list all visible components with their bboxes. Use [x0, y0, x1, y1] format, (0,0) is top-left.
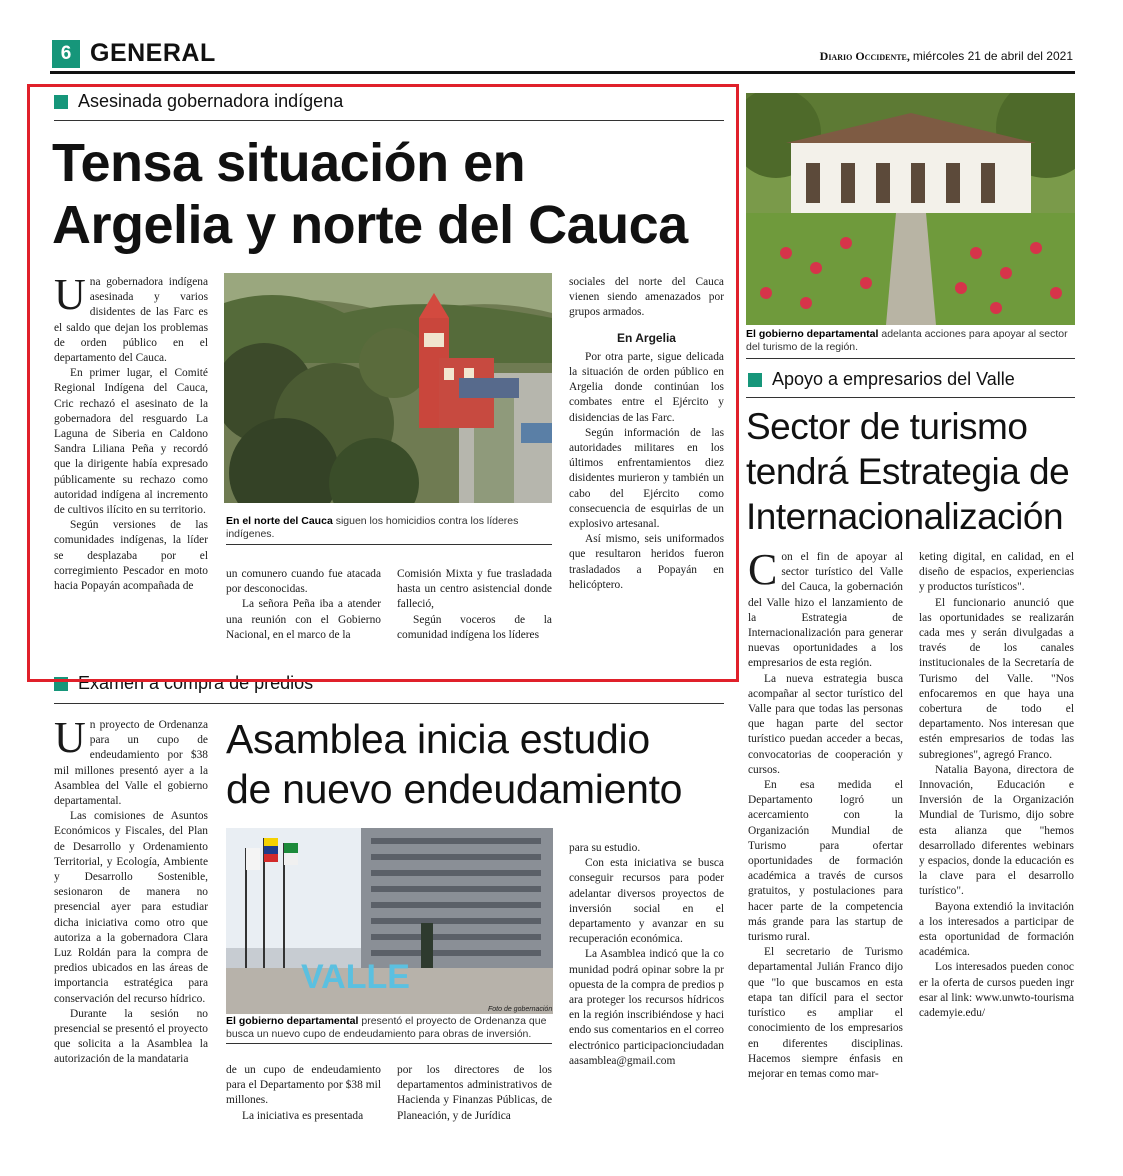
- story1-dropcap: U: [54, 270, 86, 319]
- story3-col1-p4: El secretario de Turismo departamental Julián Franco dijo que "lo que buscamos en esta etapa tan difícil para el sector turístico es ampliar el conocimiento de los empresarios en diferentes disciplinas. Hacemos siempre énfasis en mejorar en temas como mar-: [748, 946, 903, 1080]
- section-title: GENERAL: [90, 39, 216, 67]
- story2-col2: [226, 1063, 381, 1124]
- story3-headline: [746, 404, 1069, 539]
- story3-col1-p1: on el fin de apoyar al sector turístico del Valle del Cauca, la gobernación del Valle hizo el lanzamiento de la Estrategia de Internacionalización para generar nuevas oportunidades a los empresarios de esta región.: [748, 551, 903, 670]
- story1-col4-p4: Así mismo, seis uniformados que resultaron heridos fueron trasladados a Popayán en helicóptero.: [569, 533, 724, 591]
- story2-col4-p2: Con esta iniciativa se busca conseguir recursos para poder adelantar diversos proyectos de inversión social en el departamento y avanzar en su recuperación económica.: [569, 857, 724, 946]
- story2-headline-line2: de nuevo endeudamiento: [226, 766, 683, 812]
- building-photo-illustration: [226, 828, 553, 1014]
- story1-col2-p1: un comunero cuando fue atacada por desconocidas.: [226, 568, 381, 596]
- story2-headline: [226, 714, 682, 814]
- story3-col1: [748, 545, 903, 1082]
- story3-kicker: [748, 369, 1015, 390]
- valle-sign-text: VALLE: [301, 958, 410, 996]
- kicker-square-icon: [748, 373, 762, 387]
- story3-col1-p3: En esa medida el Departamento logró un acercamiento con la Organización Mundial de Turismo para ofertar oportunidades de formación académica a través de cursos gratuitos, y postulaciones para hacer parte de la competencia más grande para las startup de turismo rural.: [748, 779, 903, 944]
- story2-col1-p3: Durante la sesión no presencial se presentó el proyecto que solicita a la Asamblea la autorización de la mandataria: [54, 1007, 208, 1066]
- story2-col4-p1: para su estudio.: [569, 842, 641, 854]
- dateline: [820, 49, 1073, 64]
- issue-date: miércoles 21 de abril del 2021: [912, 49, 1073, 63]
- story2-photo-caption: [226, 1015, 556, 1040]
- story3-headline-line1: Sector de turismo: [746, 406, 1028, 447]
- story3-dropcap: C: [748, 545, 778, 594]
- story3-caption-rest: adelanta acciones para apoyar al sector del turismo de la región.: [746, 328, 1068, 353]
- story2-kicker-rule: [54, 703, 724, 704]
- story2-caption-bold: El gobierno departamental: [226, 1015, 359, 1027]
- story2-col2-p1: de un cupo de endeudamiento para el Departamento por $38 mil millones.: [226, 1064, 381, 1107]
- story1-col1-p2: En primer lugar, el Comité Regional Indígena del Cauca, Cric rechazó el asesinato de la gobernadora del resguardo La Laguna de Siberia en Caldono Sandra Liliana Peña y recordó que la dirigente había expresado públicamente su rechazo como autoridad indígena al incremento de cultivos ilícito en su territorio.: [54, 367, 208, 517]
- story3-col1-p2: La nueva estrategia busca acompañar al sector turístico del Valle para que todas las personas que hagan parte del sector turístico puedan acceder a becas, convocatorias de cooperación y cursos.: [748, 672, 903, 776]
- story3-kicker-rule: [746, 397, 1075, 398]
- story1-headline-line2: Argelia y norte del Cauca: [52, 195, 688, 255]
- story1-headline-line1: Tensa situación en: [52, 133, 526, 193]
- story3-col2-p3: Natalia Bayona, directora de Innovación, Educación e Inversión de la Organización Mundial de Turismo, dijo sobre esta alianza que "hemos desarrollado diferentes webinars y espacios, donde la educación es la clave para el desarrollo turístico".: [919, 763, 1074, 898]
- story3-photo-hacienda: [746, 93, 1075, 325]
- story3-headline-line3: Internacionalización: [746, 496, 1064, 537]
- story1-col3-p1: Comisión Mixta y fue trasladada hasta un centro asistencial donde falleció,: [397, 568, 552, 611]
- story2-col1-p1: n proyecto de Ordenanza para un cupo de endeudamiento por $38 mil millones presentó ayer a la Asamblea del Valle el gobierno departamental.: [54, 719, 208, 808]
- story2-caption-rule: [226, 1043, 552, 1044]
- story3-col2: [919, 550, 1074, 1021]
- story2-col4: [569, 841, 724, 1069]
- story3-col2-p1: keting digital, en calidad, en el diseño de espacios, experiencias y productos turísticos".: [919, 551, 1074, 594]
- story1-subhead-argelia: En Argelia: [617, 330, 676, 345]
- story3-kicker-text: Apoyo a empresarios del Valle: [772, 369, 1015, 389]
- story1-col1-p3: Según versiones de las comunidades indígenas, la líder se desplazaba por el corregimiento Pescador en moto hacia Popayán acompañada de: [54, 519, 208, 593]
- story3-photo-caption: [746, 328, 1076, 353]
- photo-credit: Foto de gobernación: [488, 1006, 553, 1013]
- story3-col2-p4: Bayona extendió la invitación a los interesados a participar de esta oportunidad de formación académica.: [919, 900, 1074, 959]
- story2-col3: [397, 1063, 552, 1124]
- story2-dropcap: U: [54, 713, 86, 762]
- story1-col4-p2: Por otra parte, sigue delicada la situación de orden público en Argelia donde continúan los combates entre el Ejército y disidencias de las Farc.: [569, 350, 724, 424]
- paper-name: Diario Occidente,: [819, 49, 910, 63]
- story2-caption-rest: presentó el proyecto de Ordenanza que busca un nuevo cupo de endeudamiento para obras de inversión.: [226, 1015, 547, 1040]
- story1-caption-bold: En el norte del Cauca: [226, 515, 333, 527]
- story2-col1: [54, 713, 208, 1068]
- story2-headline-line1: Asamblea inicia estudio: [226, 716, 650, 762]
- story2-col1-p2: Las comisiones de Asuntos Económicos y Fiscales, del Plan de Desarrollo y Ordenamiento Territorial, y Ecología, Ambiente y Desarrollo Sostenible, sesionaron de manera no presencial ayer para estudiar dicha iniciativa como otro que autoriza a la gobernadora Clara Luz Roldán para la compra de predios ubicados en las áreas de importancia estratégica para conservación del recurso hídrico.: [54, 810, 208, 1005]
- story3-caption-rule: [746, 358, 1075, 359]
- story3-headline-line2: tendrá Estrategia de: [746, 451, 1070, 492]
- story1-col3-p2: Según voceros de la comunidad indígena los líderes: [397, 613, 552, 641]
- story3-col2-p5: Los interesados pueden conocer la oferta de cursos pueden ingresar al link: www.unwto-tourismacademyie.edu/: [919, 961, 1074, 1020]
- story3-caption-bold: El gobierno departamental: [746, 328, 879, 340]
- story1-col2-p2: La señora Peña iba a atender una reunión con el Gobierno Nacional, en el marco de la: [226, 598, 381, 641]
- story2-col4-p3: La Asamblea indicó que la comunidad podrá opinar sobre la propuesta de la compra de predios para proteger los recursos hídricos en la región inscribiéndose y haciendo sus comentarios en el correo electrónico participacionciudadanaasamblea@gmail.com: [569, 948, 724, 1067]
- story3-col2-p2: El funcionario anunció que las oportunidades se realizarán cada mes y serán divulgadas a través de los canales institucionales de la Secretaría de Turismo del Valle. "Nos enfocaremos en que haya una cobertura de todo el departamento. Nos interesan que estén empresarios de todas las subregiones", agregó Franco.: [919, 596, 1074, 761]
- story1-col1-p1: na gobernadora indígena asesinada y varios disidentes de las Farc es el saldo que dejan los problemas de orden público en el departamento del Cauca.: [54, 276, 208, 365]
- story1-col4-p1: sociales del norte del Cauca vienen siendo amenazados por grupos armados.: [569, 276, 724, 319]
- masthead-rule: [50, 71, 1075, 74]
- hacienda-photo-illustration: [746, 93, 1075, 325]
- story2-photo-building: [226, 828, 553, 1014]
- story2-kicker-text: Examen a compra de predios: [78, 673, 314, 693]
- story2-col3-p1: por los directores de los departamentos administrativos de Hacienda y Finanzas Públicas, de Planeación, y de Jurídica: [397, 1064, 552, 1122]
- page-number-badge: 6: [52, 40, 80, 68]
- highlight-box: [27, 84, 739, 682]
- story1-caption-rest: siguen los homicidios contra los líderes indígenes.: [226, 515, 519, 540]
- story1-kicker-text: Asesinada gobernadora indígena: [78, 91, 344, 111]
- story2-col2-p2: La iniciativa es presentada: [242, 1109, 364, 1122]
- story1-col4-p3: Según información de las autoridades militares en los últimos enfrentamientos diez disidentes murieron y también un cabo del Ejército como consecuencia de esquirlas de un explosivo artesanal.: [569, 426, 724, 531]
